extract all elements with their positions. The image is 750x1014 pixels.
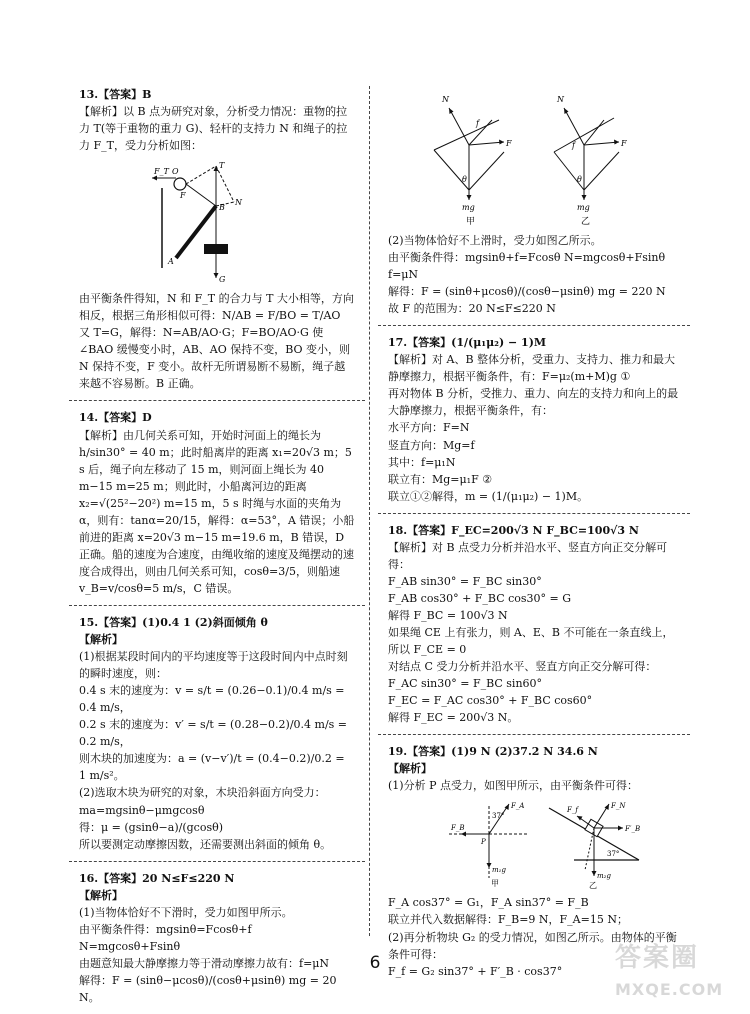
q18-answer: 18.【答案】F_EC=200√3 N F_BC=100√3 N — [388, 523, 639, 537]
separator — [69, 400, 365, 401]
q15-line: (1)根据某段时间内的平均速度等于这段时间内中点时刻的瞬时速度，则： — [79, 650, 348, 681]
q13-label-t: T — [219, 161, 225, 171]
q16-yi-n: N — [557, 95, 564, 104]
q17-line: 再对物体 B 分析，受推力、重力、向左的支持力和向上的最大静摩擦力，根据平衡条件，有： — [388, 387, 679, 418]
q19-jia-angle: 37° — [492, 812, 505, 821]
q13-label-a: A — [168, 257, 174, 267]
q15-line: (2)选取木块为研究的对象，木块沿斜面方向受力：ma=mgsinθ−μmgcosθ — [79, 786, 326, 817]
question-15 — [79, 614, 355, 853]
q13-label-o: O — [172, 167, 179, 177]
watermark-line1: 答案圈 — [615, 943, 700, 973]
q15-analysis-label: 【解析】 — [79, 633, 123, 647]
q19-line: (2)再分析物块 G₂ 的受力情况，如图乙所示。由物体的平衡条件可得： — [388, 930, 677, 961]
q18-line: 对结点 C 受力分析并沿水平、竖直方向正交分解可得：F_AC sin30° = F_BC sin60° — [388, 660, 657, 691]
q19-yi-fn: F_N — [611, 802, 626, 811]
q18-line: F_EC = F_AC cos30° + F_BC cos60° — [388, 694, 593, 708]
separator — [69, 861, 365, 862]
q19-jia-mg: m₁g — [492, 866, 506, 875]
question-18 — [388, 522, 680, 727]
q19-jia-p: P — [481, 838, 486, 847]
q15-line: 0.2 s 末的速度为：v′ = s/t = (0.28−0.2)/0.4 m/s = 0.2 m/s， — [79, 718, 348, 749]
q16-answer: 16.【答案】20 N≤F≤220 N — [79, 871, 235, 885]
right-column — [388, 86, 680, 986]
q17-line: 联立有：Mg=μ₁F ② — [388, 472, 493, 486]
q18-line: 【解析】对 B 点受力分析并沿水平、竖直方向正交分解可得： — [388, 540, 668, 571]
separator — [69, 605, 365, 606]
watermark-line2: MXQE.COM — [615, 980, 724, 1000]
q19-line: 联立并代入数据解得：F_B=9 N，F_A=15 N； — [388, 913, 628, 927]
q16-jia-caption: 甲 — [466, 217, 476, 227]
q13-text2: 又 T=G，解得：N=AB/AO·G；F=BO/AO·G 使∠BAO 缓慢变小时，AB、AO 保持不变，BO 变小，则 N 保持不变，F 变小。故杆无所谓易断不易断，绳子越来越不容易断。B 正确。 — [79, 326, 351, 391]
q19-diagram-jia — [449, 802, 527, 888]
question-16-part2 — [388, 232, 680, 317]
q18-line: F_AB cos30° + F_BC cos30° = G — [388, 591, 572, 605]
q13-force-diagram — [142, 158, 292, 286]
q16-jia-n: N — [442, 95, 449, 104]
page-number: 6 — [369, 953, 381, 973]
q16-yi-theta: θ — [577, 175, 582, 184]
separator — [378, 734, 690, 735]
q16b-line: 解得：F = (sinθ+μcosθ)/(cosθ−μsinθ) mg = 220 N — [388, 285, 666, 299]
watermark — [615, 938, 735, 1008]
q19-answer: 19.【答案】(1)9 N (2)37.2 N 34.6 N — [388, 745, 598, 759]
column-divider — [369, 86, 370, 936]
separator — [378, 513, 690, 514]
q13-label-b: B — [219, 203, 225, 213]
q17-line: 竖直方向：Mg=f — [388, 438, 475, 452]
q16-line: 由题意知最大静摩擦力等于滑动摩擦力故有：f=μN — [79, 956, 330, 970]
q14-text: 【解析】由几何关系可知，开始时河面上的绳长为 h/sin30° = 40 m；此时船离岸的距离 x₁=20√3 m；5 s 后，绳子向左移动了 15 m，则河面上绳长为 40 m−15 m=25 m；则此时，小船离河边的距离 x₂=√(25²−20²) m=15 m，5 s 时绳与水面的夹角为 α，则有：tanα=20/15，解得：α=53°，A 错误；小船前进的距离 x=20√3 m−15 m=19.6 m，B 错误，D 正确。船的速度为合速度，由绳收缩的速度及绳摆动的速度合成得出，则由几何关系可知，cosθ=3/5，则船速 v_B=v/cosθ=5 m/s，C 错误。 — [79, 428, 355, 595]
q16-yi-mg: mg — [577, 203, 590, 212]
q16-line: 由平衡条件得：mgsinθ=Fcosθ+f N=mgcosθ+Fsinθ — [79, 922, 252, 953]
q19-line: (1)分析 P 点受力，如图甲所示，由平衡条件可得： — [388, 779, 638, 793]
separator — [378, 325, 690, 326]
q19-yi-ff: F_f — [567, 806, 578, 815]
q19-yi-fb: F′_B — [625, 825, 641, 834]
q19-jia-fb: F_B — [451, 824, 465, 833]
q16-line: (1)当物体恰好不下滑时，受力如图甲所示。 — [79, 905, 293, 919]
q19-yi-caption: 乙 — [589, 881, 597, 891]
q13-text1: 由平衡条件得知，N 和 F_T 的合力与 T 大小相等，方向相反，根据三角形相似可得：N/AB = F/BO = T/AO — [79, 292, 354, 323]
q16-diagram-jia — [434, 95, 512, 227]
question-14 — [79, 409, 355, 597]
question-16 — [79, 870, 355, 1006]
question-13 — [79, 86, 355, 392]
q17-line: 其中：f=μ₁N — [388, 455, 456, 469]
q13-answer: 13.【答案】B — [79, 88, 152, 101]
q16-diagram-yi — [554, 95, 627, 227]
q13-label-f: F — [180, 191, 186, 201]
q16-force-diagrams — [404, 90, 664, 228]
q16-yi-f: f — [572, 141, 575, 150]
q13-label-ft: F_T — [154, 167, 169, 177]
q19-jia-fa: F_A — [511, 802, 525, 811]
q19-line: F_A cos37° = G₁，F_A sin37° = F_B — [388, 896, 589, 910]
q18-line: 如果绳 CE 上有张力，则 A、E、B 不可能在一条直线上，所以 F_CE = 0 — [388, 625, 674, 657]
q19-line: 【解析】 — [388, 762, 432, 776]
q19-force-diagrams — [409, 798, 659, 890]
q18-line: F_AB sin30° = F_BC sin30° — [388, 574, 542, 588]
q19-diagram-yi — [549, 802, 640, 890]
q15-answer: 15.【答案】(1)0.4 1 (2)斜面倾角 θ — [79, 615, 268, 629]
q16b-line: 故 F 的范围为：20 N≤F≤220 N — [388, 302, 556, 316]
q19-jia-caption: 甲 — [491, 879, 499, 889]
q15-line: 得：μ = (gsinθ−a)/(gcosθ) — [79, 820, 224, 834]
q19-yi-mg: m₂g — [597, 872, 611, 881]
q16-jia-F: F — [506, 139, 512, 148]
left-column — [79, 86, 355, 1012]
q13-analysis: 【解析】以 B 点为研究对象，分析受力情况：重物的拉力 T(等于重物的重力 G)、轻杆的支持力 N 和绳子的拉力 F_T，受力分析如图： — [79, 105, 348, 153]
q16-jia-f: f — [476, 119, 479, 128]
q17-line: 联立①②解得，m = (1/(μ₁μ₂) − 1)M。 — [388, 489, 589, 503]
q19-line: F_f = G₂ sin37° + F′_B · cos37° — [388, 964, 563, 978]
q16-jia-theta: θ — [462, 175, 467, 184]
q16-jia-mg: mg — [462, 203, 475, 212]
q15-line: 则木块的加速度为：a = (v−v′)/t = (0.4−0.2)/0.2 = 1 m/s²。 — [79, 752, 345, 783]
q15-line: 所以要测定动摩擦因数，还需要测出斜面的倾角 θ。 — [79, 837, 332, 851]
q15-line: 0.4 s 末的速度为：v = s/t = (0.26−0.1)/0.4 m/s = 0.4 m/s， — [79, 684, 345, 715]
q19-yi-angle: 37° — [607, 850, 620, 859]
q16b-line: (2)当物体恰好不上滑时，受力如图乙所示。 — [388, 234, 602, 247]
q16-line: 解得：F = (sinθ−μcosθ)/(cosθ+μsinθ) mg = 20 N。 — [79, 973, 337, 1004]
question-17 — [388, 334, 680, 504]
q18-line: 解得 F_EC = 200√3 N。 — [388, 711, 519, 725]
q18-line: 解得 F_BC = 100√3 N — [388, 608, 508, 622]
q17-line: 【解析】对 A、B 整体分析，受重力、支持力、推力和最大静摩擦力，根据平衡条件，有：F=μ₂(m+M)g ① — [388, 353, 676, 384]
q14-answer: 14.【答案】D — [79, 411, 152, 425]
q13-label-n: N — [235, 198, 242, 208]
q16-yi-caption: 乙 — [581, 217, 591, 227]
q17-line: 水平方向：F=N — [388, 421, 470, 435]
q16-analysis-label: 【解析】 — [79, 888, 123, 902]
q16-yi-F: F — [621, 139, 627, 148]
q17-answer: 17.【答案】(1/(μ₁μ₂) − 1)M — [388, 336, 547, 350]
q16b-line: 由平衡条件得：mgsinθ+f=Fcosθ N=mgcosθ+Fsinθ — [388, 251, 666, 265]
q16b-line: f=μN — [388, 268, 419, 282]
q13-label-g: G — [219, 275, 226, 285]
